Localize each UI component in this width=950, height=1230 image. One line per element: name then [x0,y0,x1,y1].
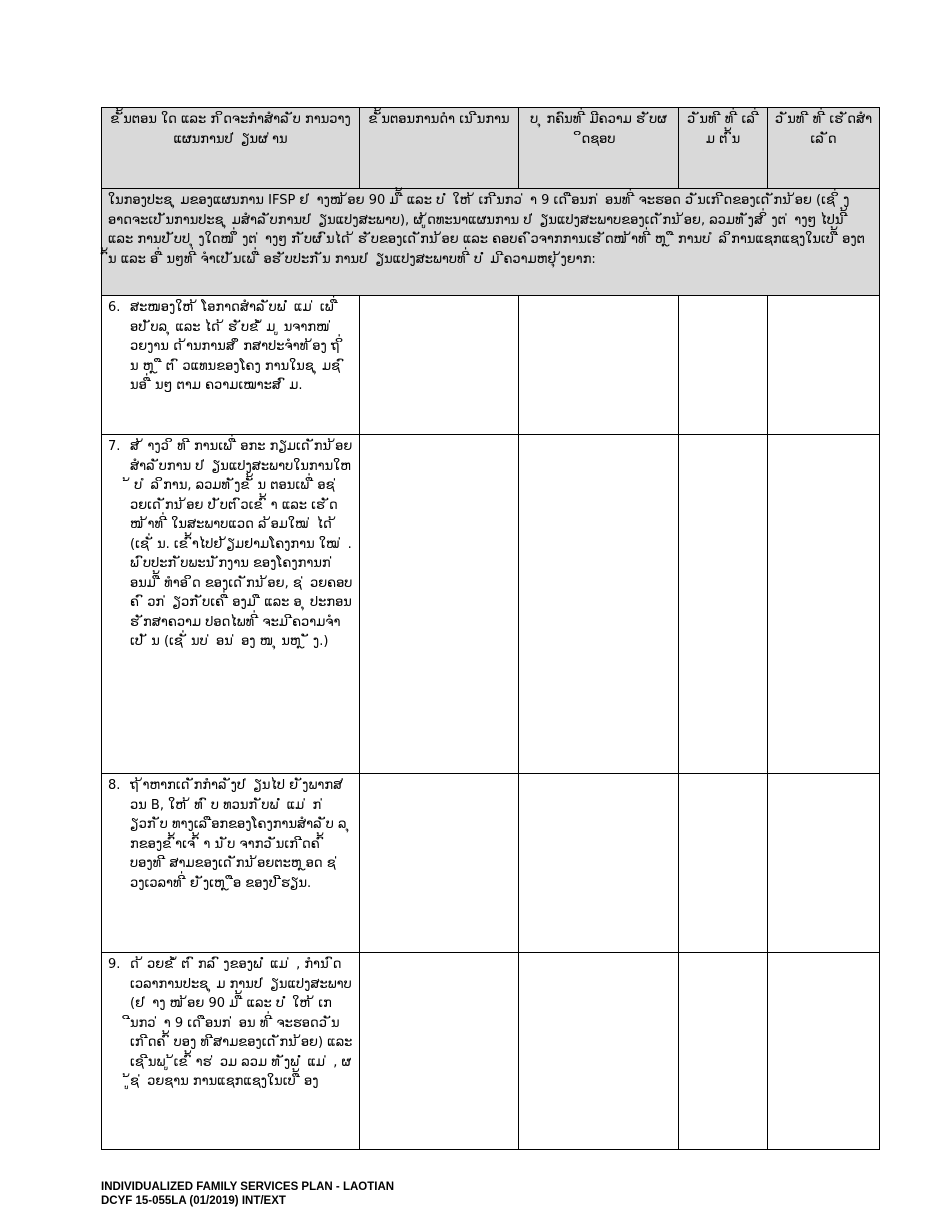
header-completion-date: ວ ັນທ ີ ທ ີ່ ເຮ ັດສໍາເລ ັດ [768,108,880,189]
item-cell [102,435,360,774]
header-responsible-person: ບ ຸ ກຄົນທ ີ່ ມີຄວາມ ຮ ັບຜ ິດຊອບ [519,108,679,189]
start-date-cell[interactable] [679,296,768,435]
procedure-cell[interactable] [360,435,519,774]
item-cell [102,774,360,953]
responsible-cell[interactable] [519,953,679,1150]
responsible-cell[interactable] [519,435,679,774]
table-row [102,435,880,774]
procedure-cell[interactable] [360,953,519,1150]
footer-form-title: INDIVIDUALIZED FAMILY SERVICES PLAN - LAOTIAN [101,1181,395,1193]
transition-plan-table [101,107,880,1150]
start-date-cell[interactable] [679,953,768,1150]
procedure-cell[interactable] [360,296,519,435]
item-text: ສ ້ າງວ ິ ທ ີ ການເພ ື່ ອກະ ກຽມເດ ັກນ ້ອຍສໍາລ ັບການ ປ ່ ຽນແປງສະພາບໃນການໃຫ ້ ບ ໍ ລ ິການ, ລວມທ ັງຂ ັ້ ນ ຕອນເພ ື່ ອຊ ່ ວຍເດ ັກນ ້ອຍ ປ ັບຕ ົວເຂ ົ້ າ ແລະ ເຮ ັດ ໜ ້າທ ີ່ ໃນສະພາບແວດ ລ ້ອມໃໝ ່ ໄດ ້ (ເຊ ັ່ ນ. ເຂ ົ້າໄປຢ ້ຽມຢາມໂຄງການ ໃໝ ່ . ພ ົບປະກ ັບພະນ ັກງານ ຂອງໂຄງການກ ່ ອນມ ື້ ທໍາອ ິດ ຂອງເດ ັກນ ້ອຍ, ຊ ່ ວຍຄອບ ຄ ົ ວກ ່ ຽວກ ັບເຄ ື່ ອງມ ື ແລະ ອ ຸ ປະກອນຮ ັກສາຄວາມ ປອດໄພທ ີ່ ຈະມ ີຄວາມຈໍາ ເປ ັ ນ (ເຊ ັ່ ນບ ່ ອນ ່ ອງ ໜ ຸ ນຫ ຼ ັ ງ.) [130,439,353,649]
intro-text: ໃນກອງປະຊ ຸ ມຂອງແຜນການ IFSP ຢ ່ າງໜ ້ອຍ 90 ມ ື້ ແລະ ບ ໍ່ ໃຫ ້ ເກ ີນກວ ່ າ 9 ເດ ືອນກ ່ ອນທ ີ່ ຈະຮອດ ວ ັນເກ ີດຂອງເດ ັກນ ້ອຍ (ເຊ ິ່ ງອາດຈະເປ ັນການປະຊ ຸ ມສໍາລ ັບການປ ່ ຽນແປງສະພາບ), ຜ ູ້ດທະນາແຜນການ ປ ່ ຽນແປງສະພາບຂອງເດ ັກນ ້ອຍ, ລວມທ ັງສ ິ່ ງຕ ່ າງໆ ໄປນ ີ້ ແລະ ການປ ັບປ ຸ ງໃດໜ ຶ່ ງຕ ່ າງໆ ກ ັບຜ ົນໄດ ້ ຮ ັບຂອງເດ ັກນ ້ອຍ ແລະ ຄອບຄ ົວຈາກການເຮ ັດໜ ້າທ ີ່ ຫ ຼ ື ການບ ໍ ລ ິການແຊກແຊງໃນເບ ື້ ອງຕ ົ້ນ ແລະ ອ ື່ ນໆທ ີ່ ຈໍາເປ ັນເພ ື່ ອຮ ັບປະກ ັນ ການປ ່ ຽນແປງສະພາບທ ີ່ ບ ໍ່ ມ ີຄວາມຫຍຸ ້ງຍາກ: [102,189,880,296]
intro-row [102,189,880,296]
item-text: ຖ ້າຫາກເດ ັກກໍາລ ັງປ ່ ຽນໄປ ຍ ັງພາກສ ່ ວນ B, ໃຫ ້ ທ ົ ບ ທວນກ ັບພ ໍ່ ແມ ່ ກ ່ ຽວກ ັບ ທາງເລ ືອກຂອງໂຄງການສໍາລ ັບ ລ ຸ ກຂອງຂ ົ້າເຈ ົ້ າ ນ ັບ ຈາກວ ັນເກ ີດຄ ົ້ ບອງທ ີ ສາມຂອງເດ ັກນ ້ອຍຕະຫ ຼອດ ຊ ່ ວງເວລາທ ີ່ ຍ ັງເຫ ຼ ືອ ຂອງປ ີຮຽນ. [130,778,351,891]
item-text: ດ ້ ວຍຂ ໍ້ ຕ ົ ກລ ົ ງຂອງພ ໍ່ ແມ ່ , ກໍານ ົດເວລາການປະຊ ຸ ມ ການປ ່ ຽນແປງສະພາບ (ຢ ່ າງ ໜ ້ອຍ 90 ມ ື້ ແລະ ບ ໍ່ ໃຫ ້ ເກ ີນກວ ່ າ 9 ເດ ືອນກ ່ ອນ ທ ີ່ ຈະຮອດວ ັນເກ ີດຄ ົ້ ບອງ ທ ີສາມຂອງເດ ັກນ ້ອຍ) ແລະ ເຊ ີນພ ູ ້ເຂ ົ້ າຮ ່ ວມ ລວມ ທ ັງພ ໍ່ ແມ ່ , ຜ ູ້ຊ ່ ວຍຊານ ການແຊກແຊງໃນເບ ື້ ອງ [130,957,353,1089]
completion-date-cell[interactable] [768,953,880,1150]
responsible-cell[interactable] [519,296,679,435]
procedure-cell[interactable] [360,774,519,953]
table-row [102,953,880,1150]
start-date-cell[interactable] [679,774,768,953]
form-footer [101,1180,394,1208]
table-row [102,774,880,953]
responsible-cell[interactable] [519,774,679,953]
header-procedure: ຂ ັ້ນຕອນການດໍາ ເນ ີນການ [360,108,519,189]
table-header-row [102,108,880,189]
item-cell [102,953,360,1150]
completion-date-cell[interactable] [768,774,880,953]
item-number: 9. [108,957,121,972]
completion-date-cell[interactable] [768,296,880,435]
item-text: ສະໜອງໃຫ ້ ໂອກາດສໍາລ ັບພ ໍ່ ແມ ່ ເພ ື່ ອປ ັບລ ຸ ແລະ ໄດ ້ ຮ ັບຂ ໍ້ ມ ູ ນຈາກໜ ່ ວຍງານ ດ ້ານການສ ຶ ກສາປະຈໍາທ ້ອງ ຖ ິ່ ນ ຫ ຼ ື ຕ ົ ວແທນຂອງໂຄງ ການໃນຊ ຸ ມຊ ົ ນອ ື່ ນໆ ຕາມ ຄວາມເໝາະສ ົ ມ. [130,300,345,393]
item-number: 7. [108,439,121,454]
item-number: 8. [108,778,121,793]
item-cell [102,296,360,435]
item-number: 6. [108,300,121,315]
start-date-cell[interactable] [679,435,768,774]
header-start-date: ວ ັນທ ີ ທ ີ່ ເລ ີ່ ມ ຕ ົ້ນ [679,108,768,189]
table-row [102,296,880,435]
completion-date-cell[interactable] [768,435,880,774]
header-steps-activities: ຂ ັ້ນຕອນ ໃດ ແລະ ກ ິດຈະກໍາສໍາລ ັບ ການວາງແຜນການປ ່ ຽນຜ ່ານ [102,108,360,189]
footer-form-number: DCYF 15-055LA (01/2019) INT/EXT [101,1195,286,1207]
